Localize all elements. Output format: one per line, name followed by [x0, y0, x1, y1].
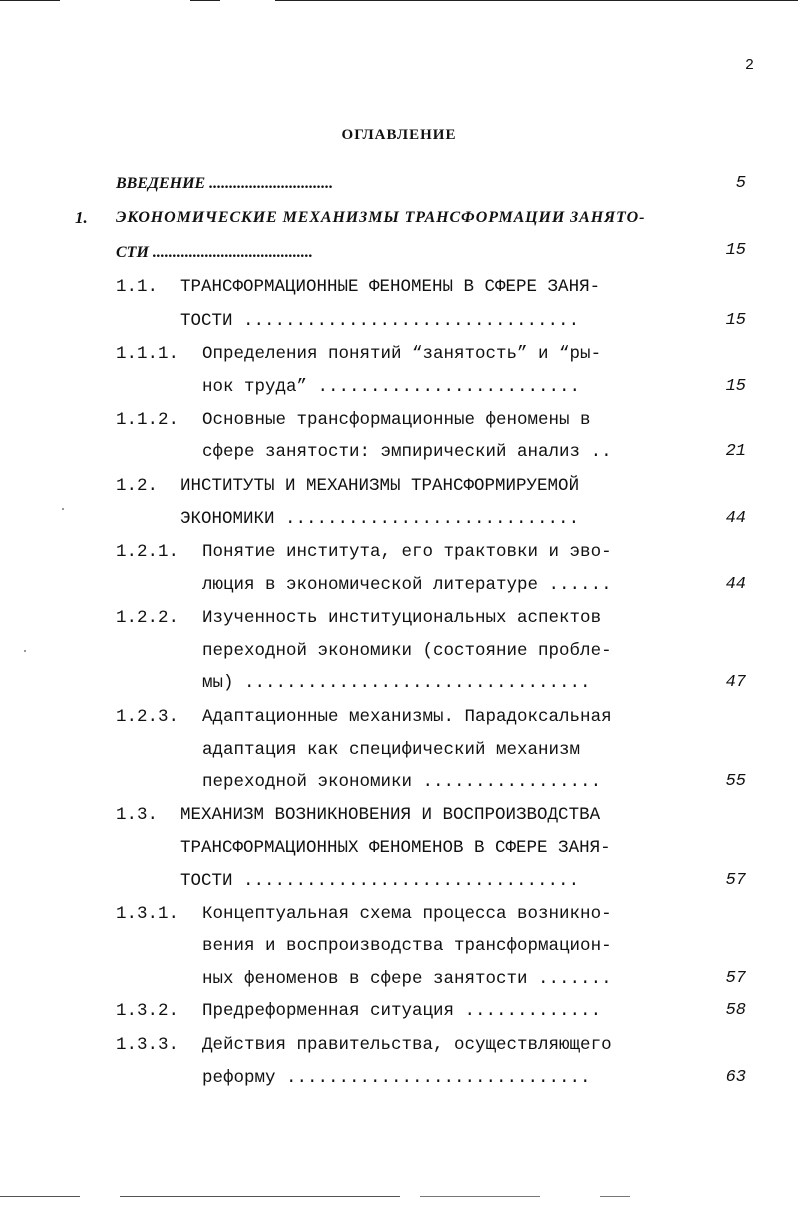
toc-entry-1-2-3-line-1: Адаптационные механизмы. Парадоксальная	[202, 707, 612, 727]
toc-entry-1-2-3-line-3: переходной экономики .................	[202, 772, 602, 792]
scan-artifact	[275, 0, 798, 1]
toc-entry-1-2-number: 1.2.	[116, 476, 159, 496]
toc-entry-1-2-page: 44	[725, 509, 746, 528]
scan-artifact	[0, 0, 60, 1]
toc-entry-1-1-1-number: 1.1.1.	[116, 344, 180, 364]
scan-artifact	[120, 1196, 400, 1197]
toc-entry-1-3-page: 57	[725, 871, 746, 890]
toc-entry-1-1-2-line-2: сфере занятости: эмпирический анализ ..	[202, 442, 612, 462]
toc-entry-1-1-number: 1.1.	[116, 277, 159, 297]
toc-entry-1-number: 1.	[75, 208, 88, 227]
toc-entry-1-2-1-page: 44	[725, 575, 746, 594]
toc-entry-1-3-number: 1.3.	[116, 805, 159, 825]
scan-artifact	[420, 1196, 540, 1197]
toc-entry-1-3-3-page: 63	[725, 1068, 746, 1087]
toc-entry-1-3-3-line-2: реформу .............................	[202, 1068, 591, 1088]
toc-entry-1-2-3-number: 1.2.3.	[116, 707, 180, 727]
toc-entry-1-1-1-page: 15	[725, 377, 746, 396]
toc-entry-1-2-1-line-1: Понятие института, его трактовки и эво-	[202, 542, 612, 562]
toc-entry-1-1-2-number: 1.1.2.	[116, 410, 180, 430]
toc-entry-1-3-line-2: ТРАНСФОРМАЦИОННЫХ ФЕНОМЕНОВ В СФЕРЕ ЗАНЯ-	[180, 838, 611, 858]
toc-entry-intro-line-1: ВВЕДЕНИЕ ...............................	[116, 175, 334, 192]
toc-entry-1-3-3-line-1: Действия правительства, осуществляющего	[202, 1035, 612, 1055]
scan-artifact	[0, 1196, 80, 1197]
toc-entry-1-1-2-line-1: Основные трансформационные феномены в	[202, 410, 591, 430]
toc-entry-1-2-line-2: ЭКОНОМИКИ ............................	[180, 509, 580, 529]
toc-entry-1-line-2: СТИ ........................................	[116, 244, 313, 261]
scan-speck	[24, 650, 26, 652]
toc-entry-1-2-line-1: ИНСТИТУТЫ И МЕХАНИЗМЫ ТРАНСФОРМИРУЕМОЙ	[180, 476, 580, 496]
toc-entry-1-page: 15	[725, 241, 746, 260]
toc-entry-1-2-2-line-2: переходной экономики (состояние пробле-	[202, 641, 612, 661]
toc-entry-1-3-2-number: 1.3.2.	[116, 1001, 180, 1021]
toc-entry-1-3-line-1: МЕХАНИЗМ ВОЗНИКНОВЕНИЯ И ВОСПРОИЗВОДСТВА	[180, 805, 601, 825]
toc-entry-1-3-1-page: 57	[725, 969, 746, 988]
toc-entry-1-2-2-line-1: Изученность институциональных аспектов	[202, 608, 602, 628]
toc-entry-1-1-line-1: ТРАНСФОРМАЦИОННЫЕ ФЕНОМЕНЫ В СФЕРЕ ЗАНЯ-	[180, 277, 601, 297]
toc-entry-1-3-line-3: ТОСТИ ................................	[180, 871, 580, 891]
scan-speck	[62, 508, 64, 510]
toc-entry-1-3-2-page: 58	[725, 1001, 746, 1020]
toc-entry-1-2-2-line-3: мы) .................................	[202, 673, 591, 693]
toc-entry-1-1-page: 15	[725, 311, 746, 330]
toc-entry-intro-page: 5	[735, 174, 746, 193]
toc-entry-1-1-1-line-2: нок труда” .........................	[202, 377, 581, 397]
scan-artifact	[190, 0, 220, 1]
toc-entry-1-3-1-line-2: вения и воспроизводства трансформацион-	[202, 936, 612, 956]
page-number: 2	[744, 57, 754, 74]
toc-entry-1-3-3-number: 1.3.3.	[116, 1035, 180, 1055]
toc-entry-1-1-1-line-1: Определения понятий “занятость” и “ры-	[202, 344, 602, 364]
toc-entry-1-3-1-line-3: ных феноменов в сфере занятости .......	[202, 969, 612, 989]
toc-entry-1-2-3-page: 55	[725, 772, 746, 791]
toc-entry-1-1-2-page: 21	[725, 442, 746, 461]
scan-artifact	[600, 1196, 630, 1197]
toc-entry-1-2-3-line-2: адаптация как специфический механизм	[202, 740, 581, 760]
toc-entry-1-3-2-line-1: Предреформенная ситуация .............	[202, 1001, 602, 1021]
toc-entry-1-2-1-number: 1.2.1.	[116, 542, 180, 562]
toc-entry-1-1-line-2: ТОСТИ ................................	[180, 311, 580, 331]
toc-entry-1-3-1-line-1: Концептуальная схема процесса возникно-	[202, 904, 612, 924]
toc-entry-1-2-2-page: 47	[725, 673, 746, 692]
toc-entry-1-line-1: ЭКОНОМИЧЕСКИЕ МЕХАНИЗМЫ ТРАНСФОРМАЦИИ ЗАНЯТО-	[116, 209, 646, 226]
toc-entry-1-2-1-line-2: люция в экономической литературе ......	[202, 575, 612, 595]
toc-entry-1-3-1-number: 1.3.1.	[116, 904, 180, 924]
toc-title: ОГЛАВЛЕНИЕ	[341, 127, 457, 143]
toc-entry-1-2-2-number: 1.2.2.	[116, 608, 180, 628]
